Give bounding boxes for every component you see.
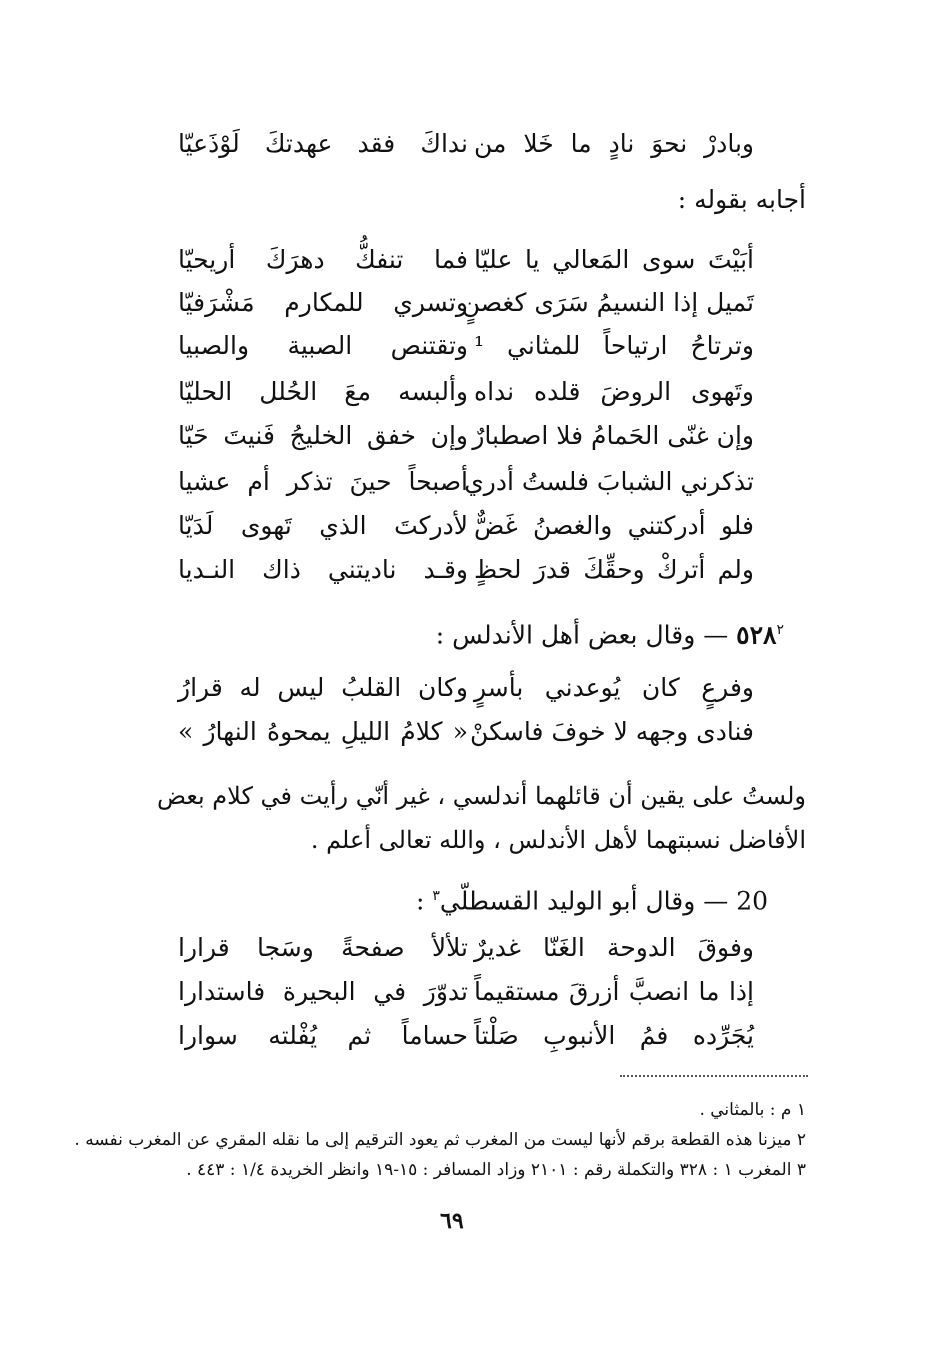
verse-hemistich-right: تَميل إذا النسيمُ سَرَى كغصنٍ — [461, 288, 754, 317]
verse-hemistich-right: وفرعٍ كان يُوعدني بأسرٍ — [474, 673, 754, 702]
footnote: ٣ المغرب ١ : ٣٢٨ والتكملة رقم : ٢١٠١ وزاد المسافر : ١٥-١٩ وانظر الخريدة ١/٤ : ٤٤٣ . — [186, 1160, 806, 1180]
verse-hemistich-left: وألبسه معَ الحُلل الحليّا — [178, 377, 468, 406]
verse-hemistich-right: وتَهوى الروضَ قلده نداه — [474, 377, 754, 406]
footnote: ١ م : بالمثاني . — [699, 1100, 806, 1120]
verse-hemistich-right: إذا ما انصبَّ أزرقَ مستقيماً — [474, 977, 754, 1006]
prose-line: الأفاضل نسبتهما لأهل الأندلس ، والله تعالى أعلم . — [310, 826, 806, 854]
colon: : — [416, 886, 433, 916]
verse-hemistich-left: « كلامُ الليلِ يمحوهُ النهارُ » — [178, 717, 468, 746]
section-number: 20 — [736, 886, 768, 916]
verse-hemistich-left: وإن خفق الخليجُ فَنيتَ حَيّا — [178, 421, 468, 450]
verse-hemistich-left: وكان القلبُ ليس له قرارُ — [178, 673, 468, 702]
footnote-marker: ٣ — [432, 888, 440, 904]
verse-hemistich-left: وتسري للمكارم مَشْرَفيّا — [178, 288, 468, 317]
verse-hemistich-right: تذكرني الشبابَ فلستُ أدري — [464, 467, 754, 496]
verse-hemistich-left: وقـد ناديتني ذاك النـديا — [178, 555, 468, 584]
verse-hemistich-right: ولم أتركْ وحقِّكَ قدرَ لحظٍ — [474, 555, 754, 584]
verse-hemistich-right: فلو أدركتني والغصنُ غَضٌّ — [474, 511, 754, 540]
verse-hemistich-right: وبادرْ نحوَ نادٍ ما خَلا من — [474, 129, 754, 158]
verse-hemistich-right: فنادى وجهه لا خوفَ فاسكنْ — [470, 717, 754, 746]
footnote-divider — [620, 1075, 808, 1077]
verse-hemistich-left: حساماً ثم يُفْلته سوارا — [178, 1021, 468, 1050]
footnote: ٢ ميزنا هذه القطعة برقم لأنها ليست من المغرب ثم يعود الترقيم إلى ما نقله المقري عن المغرب نفسه . — [74, 1130, 806, 1150]
verse-hemistich-right: وفوقَ الدوحة الغَنّا غديرٌ — [474, 933, 754, 962]
verse-hemistich-left: تدوّرَ في البحيرة فاستدارا — [178, 977, 468, 1006]
verse-hemistich-right: أبَيْتَ سوى المَعالي يا عليّا — [474, 245, 754, 274]
verse-hemistich-left: وتقتنص الصبية والصبيا — [178, 331, 468, 360]
verse-hemistich-left: فما تنفكُّ دهرَكَ أريحيّا — [178, 245, 468, 274]
prose-line: ولستُ على يقين أن قائلهما أندلسي ، غير أنّي رأيت في كلام بعض — [156, 782, 806, 810]
verse-hemistich-right: يُجَرِّده فمُ الأنبوبِ صَلْتاً — [474, 1021, 754, 1050]
verse-hemistich-left: تلألأ صفحةً وسَجا قرارا — [178, 933, 468, 962]
section-number: ٥٢٨ — [736, 620, 777, 650]
section-text: — وقال أبو الوليد القسطلّي — [439, 886, 729, 916]
page-number: ٦٩ — [440, 1208, 464, 1234]
footnote-marker: ٢ — [776, 622, 784, 638]
verse-hemistich-left: أصبحاً حينَ تذكر أم عشيا — [178, 467, 468, 496]
section-heading-528 — [436, 610, 784, 655]
verse-hemistich-right: وإن غنّى الحَمامُ فلا اصطبارٌ — [472, 421, 754, 450]
verse-hemistich-left: نداكَ فقد عهدتكَ لَوْذَعيّا — [178, 129, 468, 158]
verse-hemistich-left: لأدركتَ الذي تَهوى لَدَيّا — [178, 511, 468, 540]
section-heading-20 — [416, 876, 768, 921]
section-text: — وقال بعض أهل الأندلس : — [435, 620, 729, 650]
reply-intro: أجابه بقوله : — [677, 185, 806, 214]
verse-hemistich-right: وترتاحُ ارتياحاً للمثاني ¹ — [474, 331, 754, 360]
